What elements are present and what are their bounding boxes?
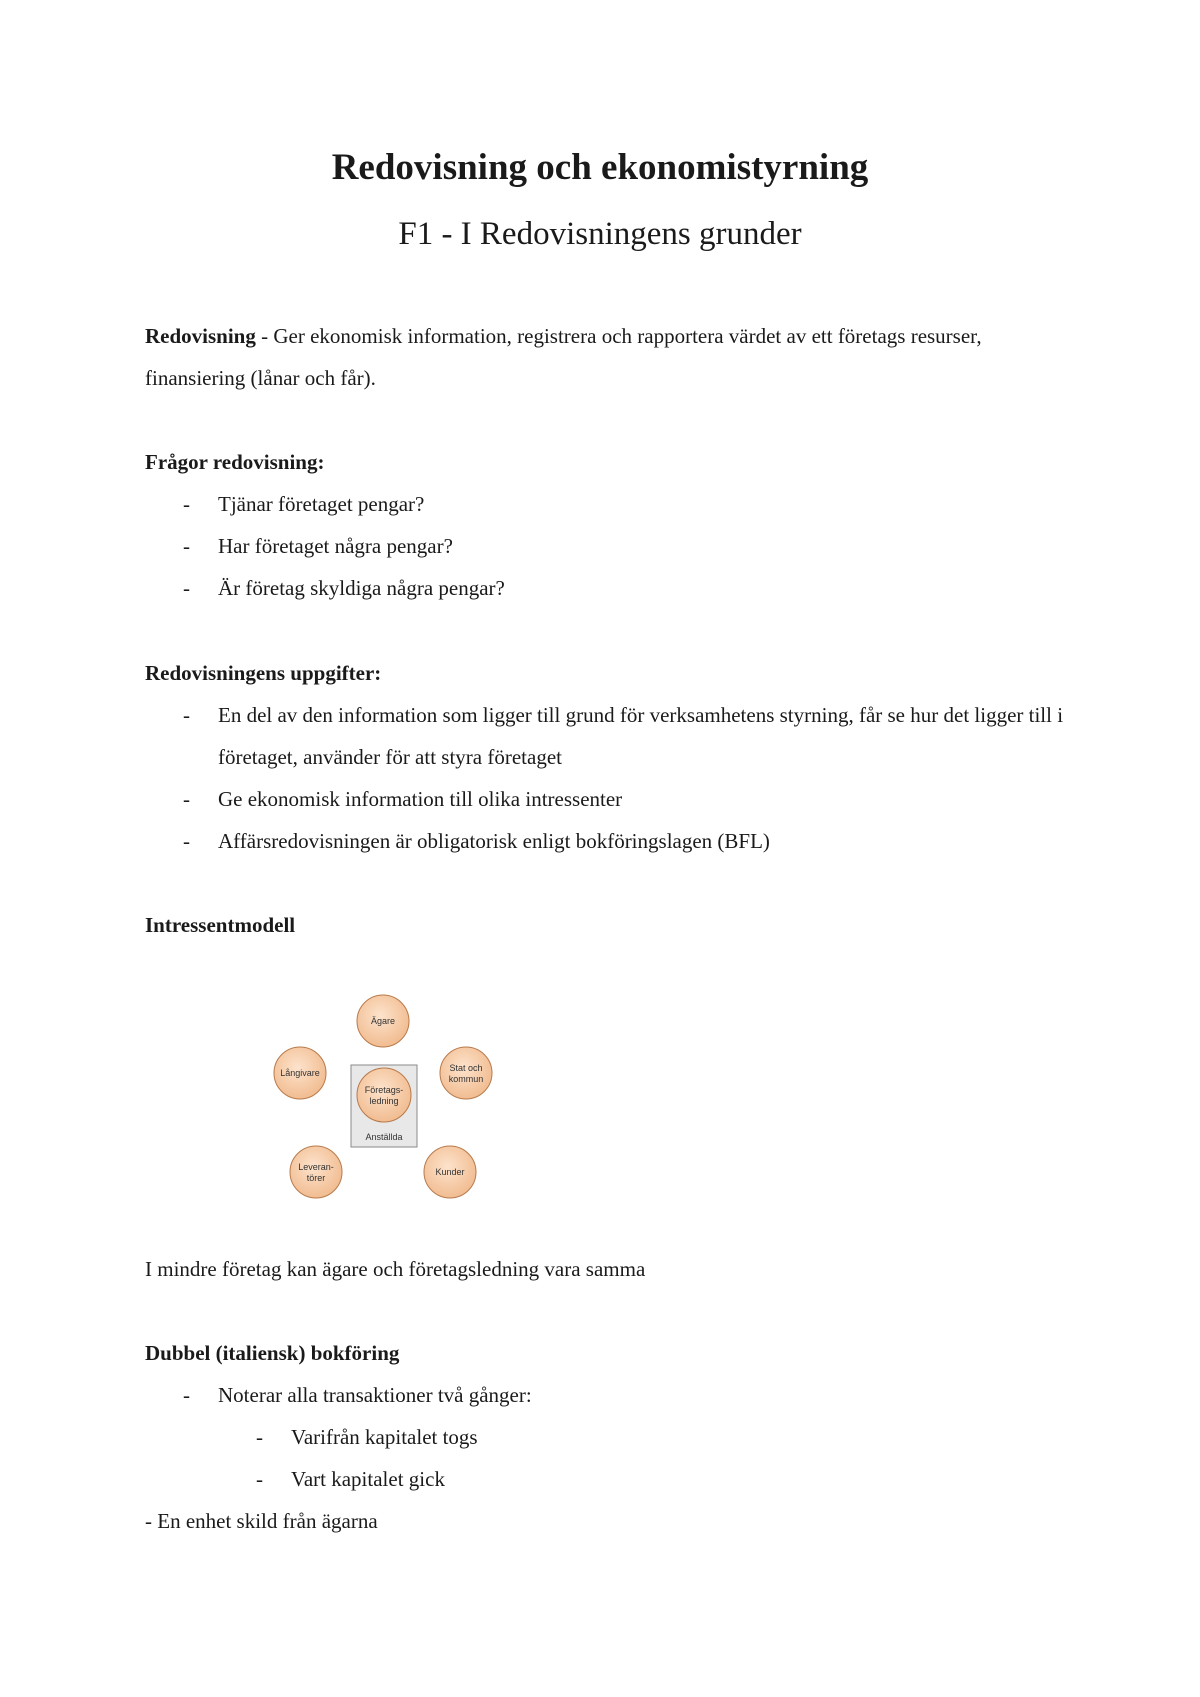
list-item-text: Ge ekonomisk information till olika intressenter xyxy=(218,787,623,811)
dash-bullet: - xyxy=(183,492,190,516)
uppgifter-section xyxy=(145,652,1065,862)
document-title: Redovisning och ekonomistyrning xyxy=(331,147,869,188)
foretagsledning-label-1: Företags- xyxy=(364,1085,404,1095)
dubbel-section xyxy=(145,1332,1065,1542)
list-item-text: Noterar alla transaktioner två gånger: xyxy=(218,1383,532,1407)
list-item xyxy=(145,525,1065,567)
list-item xyxy=(145,567,1065,609)
definition-text: - Ger ekonomisk information, registrera och rapportera värdet av ett företags resurser, finansiering (lånar och får). xyxy=(145,324,982,390)
intressentmodell-diagram xyxy=(255,985,505,1205)
list-item xyxy=(145,820,1065,862)
list-item xyxy=(145,1374,1065,1416)
fragor-section xyxy=(145,441,1065,609)
dash-bullet: - xyxy=(183,1383,190,1407)
list-item-text: Affärsredovisningen är obligatorisk enligt bokföringslagen (BFL) xyxy=(218,829,770,853)
foretagsledning-circle xyxy=(357,1068,411,1122)
kunder-label: Kunder xyxy=(435,1167,465,1177)
dash-bullet: - xyxy=(183,576,190,600)
intressentmodell-note: I mindre företag kan ägare och företagsledning vara samma xyxy=(145,1257,646,1281)
uppgifter-heading: Redovisningens uppgifter: xyxy=(145,661,382,685)
list-item xyxy=(145,1416,1065,1458)
anstallda-label: Anställda xyxy=(365,1132,403,1142)
langivare-label: Långivare xyxy=(280,1068,320,1078)
stat-kommun-label-1: Stat och xyxy=(449,1063,483,1073)
dash-bullet: - xyxy=(183,787,190,811)
list-item xyxy=(145,694,1065,778)
intressentmodell-heading: Intressentmodell xyxy=(145,913,296,937)
foretagsledning-label-2: ledning xyxy=(369,1096,399,1106)
fragor-heading: Frågor redovisning: xyxy=(145,450,325,474)
uppgifter-list xyxy=(145,694,1065,862)
dubbel-trailing-line: - En enhet skild från ägarna xyxy=(145,1509,378,1533)
definition-paragraph xyxy=(145,315,1065,399)
document-subtitle: F1 - I Redovisningens grunder xyxy=(398,216,802,252)
leverantorer-label-2: törer xyxy=(306,1173,326,1183)
dubbel-list xyxy=(145,1374,1065,1416)
stat-kommun-circle xyxy=(440,1047,492,1099)
fragor-list xyxy=(145,483,1065,609)
dash-bullet: - xyxy=(183,534,190,558)
list-item-text: Har företaget några pengar? xyxy=(218,534,453,558)
definition-term: Redovisning xyxy=(145,324,256,348)
leverantorer-circle xyxy=(290,1146,342,1198)
list-item-text: Tjänar företaget pengar? xyxy=(218,492,425,516)
list-item-text: En del av den information som ligger till grund för verksamhetens styrning, får se hur det ligger till i företaget, använder för att styra företaget xyxy=(218,703,1064,769)
list-item xyxy=(145,778,1065,820)
stat-kommun-label-2: kommun xyxy=(448,1074,484,1084)
dash-bullet: - xyxy=(256,1425,263,1449)
dash-bullet: - xyxy=(183,703,190,727)
list-item xyxy=(145,483,1065,525)
list-item xyxy=(145,1458,1065,1500)
list-item-text: Vart kapitalet gick xyxy=(291,1467,445,1491)
leverantorer-label-1: Leveran- xyxy=(298,1162,334,1172)
agare-label: Ägare xyxy=(370,1016,396,1026)
dubbel-heading: Dubbel (italiensk) bokföring xyxy=(145,1341,400,1365)
dash-bullet: - xyxy=(183,829,190,853)
dash-bullet: - xyxy=(256,1467,263,1491)
list-item-text: Varifrån kapitalet togs xyxy=(291,1425,478,1449)
dubbel-sublist xyxy=(145,1416,1065,1500)
list-item-text: Är företag skyldiga några pengar? xyxy=(218,576,505,600)
